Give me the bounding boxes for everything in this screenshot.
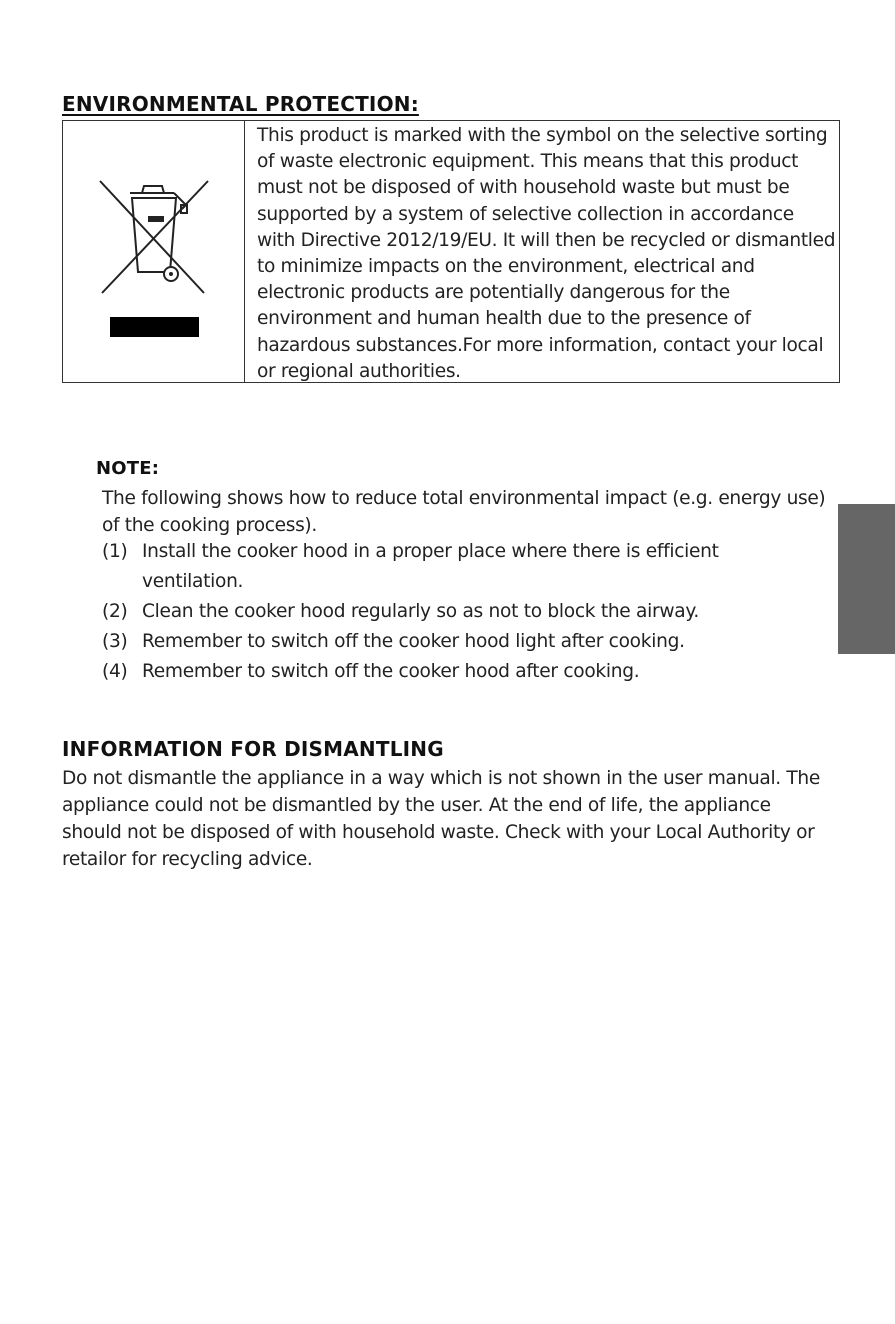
note-item-number: (4) (102, 661, 128, 682)
note-item-text: Remember to switch off the cooker hood after cooking. (142, 661, 640, 682)
note-item-number: (3) (102, 631, 128, 652)
note-item-text: Clean the cooker hood regularly so as not to block the airway. (142, 601, 700, 622)
note-list-item (102, 537, 802, 597)
note-list-item (102, 657, 802, 687)
weee-description: This product is marked with the symbol on the selective sorting of waste electronic equipment. This means that this product must not be disposed of with household waste but must be supported by a system of selective collection in accordance with Directive 2012/19/EU. It will then be recycled or dismantled to minimize impacts on the environment, electrical and electronic products are potentially dangerous for the environment and human health due to the presence of hazardous substances.For more information, contact your local or regional authorities. (257, 125, 836, 382)
crossed-out-wheelie-bin-icon (96, 176, 214, 306)
note-item-number: (1) (102, 541, 128, 562)
dismantling-text: Do not dismantle the appliance in a way which is not shown in the user manual. The appliance could not be dismantled by the user. At the end of life, the appliance should not be disposed of with household waste. Check with your Local Authority or retailor for recycling advice. (62, 768, 820, 870)
weee-black-bar (110, 317, 199, 337)
note-list-item (102, 627, 802, 657)
note-item-number: (2) (102, 601, 128, 622)
dismantling-heading: INFORMATION FOR DISMANTLING (62, 737, 444, 761)
section-side-tab (838, 504, 895, 654)
note-list (102, 537, 802, 687)
note-item-text: Remember to switch off the cooker hood light after cooking. (142, 631, 685, 652)
weee-symbol-cell (63, 121, 245, 382)
note-item-text: Install the cooker hood in a proper place where there is efficient ventilation. (142, 541, 719, 592)
note-heading: NOTE: (96, 458, 160, 479)
note-list-item (102, 597, 802, 627)
environmental-protection-heading: ENVIRONMENTAL PROTECTION: (62, 92, 419, 116)
weee-info-box (62, 120, 840, 383)
note-intro: The following shows how to reduce total environmental impact (e.g. energy use) of the cooking process). (102, 488, 826, 536)
